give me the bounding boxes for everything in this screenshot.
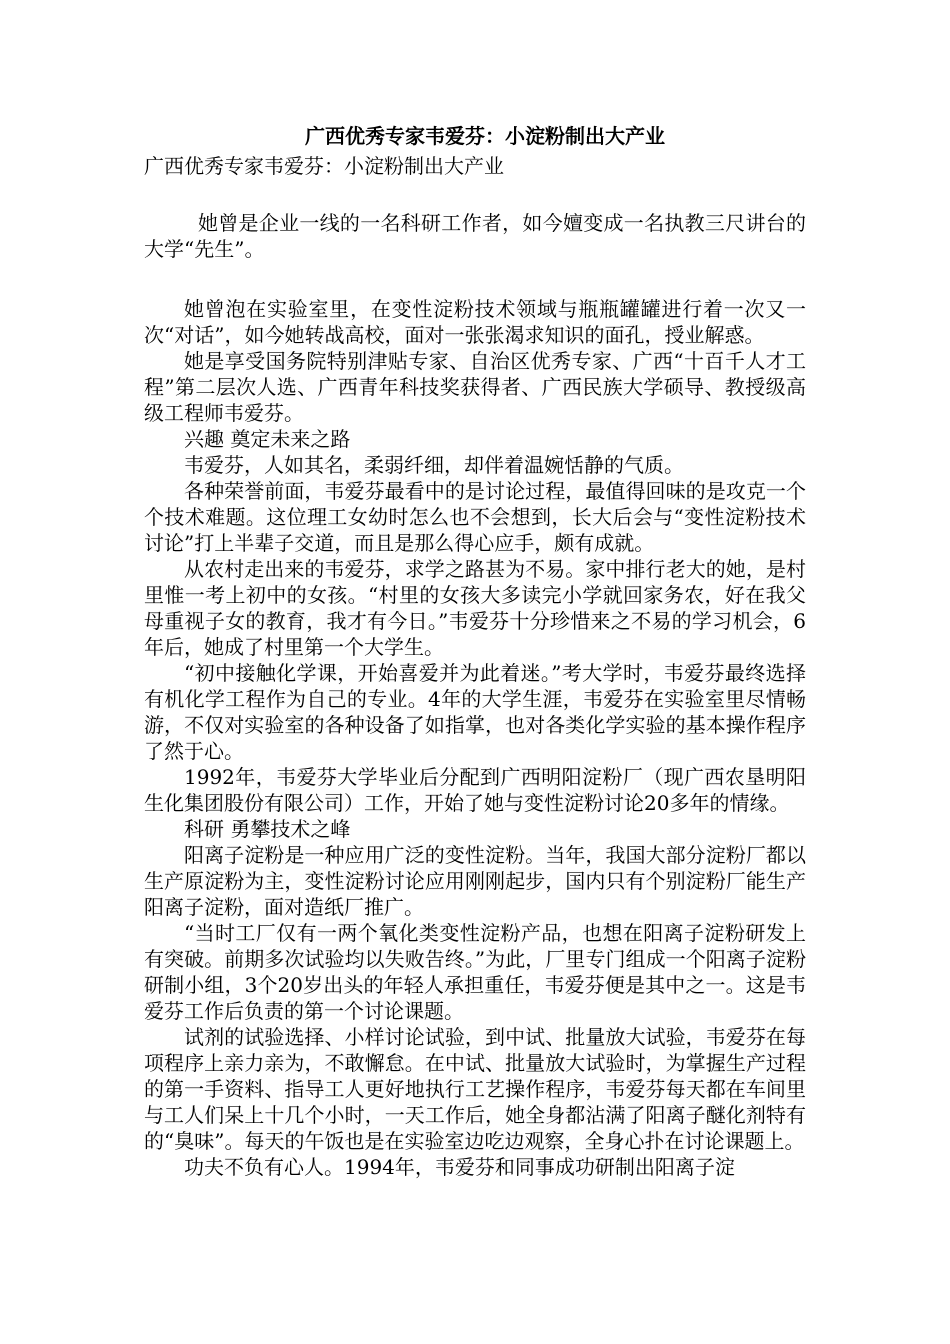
body-paragraph: 试剂的试验选择、小样讨论试验，到中试、批量放大试验，韦爱芬在每项程序上亲力亲为，不敢懈怠。在中试、批量放大试验时，为掌握生产过程的第一手资料、指导工人更好地执行工艺操作程序，韦爱芬每天都在车间里与工人们呆上十几个小时，一天工作后，她全身都沾满了阳离子醚化剂特有的“臭味”。每天的午饭也是在实验室边吃边观察，全身心扑在讨论课题上。	[144, 1025, 806, 1153]
body-paragraph: 阳离子淀粉是一种应用广泛的变性淀粉。当年，我国大部分淀粉厂都以生产原淀粉为主，变性淀粉讨论应用刚刚起步，国内只有个别淀粉厂能生产阳离子淀粉，面对造纸厂推广。	[144, 843, 806, 919]
body-paragraph: 从农村走出来的韦爱芬，求学之路甚为不易。家中排行老大的她，是村里惟一考上初中的女孩。“村里的女孩大多读完小学就回家务农，好在我父母重视子女的教育，我才有今日。”韦爱芬十分珍惜来之不易的学习机会，6年后，她成了村里第一个大学生。	[144, 557, 806, 659]
body-paragraph: “初中接触化学课，开始喜爱并为此着迷。”考大学时，韦爱芬最终选择有机化学工程作为自己的专业。4年的大学生涯，韦爱芬在实验室里尽情畅游，不仅对实验室的各种设备了如指掌，也对各类化学实验的基本操作程序了然于心。	[144, 661, 806, 763]
intro-paragraph: 她曾是企业一线的一名科研工作者，如今嬗变成一名执教三尺讲台的大学“先生”。	[144, 211, 806, 261]
body-paragraph: 1992年，韦爱芬大学毕业后分配到广西明阳淀粉厂（现广西农垦明阳生化集团股份有限公司）工作，开始了她与变性淀粉讨论20多年的情缘。	[144, 765, 806, 815]
body-paragraph: 功夫不负有心人。1994年，韦爱芬和同事成功研制出阳离子淀	[184, 1155, 735, 1179]
body-paragraph: 韦爱芬，人如其名，柔弱纤细，却伴着温婉恬静的气质。	[184, 453, 684, 477]
body-paragraph: “当时工厂仅有一两个氧化类变性淀粉产品，也想在阳离子淀粉研发上有突破。前期多次试验均以失败告终。”为此，厂里专门组成一个阳离子淀粉研制小组，3个20岁出头的年轻人承担重任，韦爱芬便是其中之一。这是韦爱芬工作后负责的第一个讨论课题。	[144, 921, 806, 1023]
body-paragraph: 她是享受国务院特别津贴专家、自治区优秀专家、广西“十百千人才工程”第二层次人选、广西青年科技奖获得者、广西民族大学硕导、教授级高级工程师韦爱芬。	[144, 349, 806, 425]
body-paragraph: 她曾泡在实验室里，在变性淀粉技术领域与瓶瓶罐罐进行着一次又一次“对话”，如今她转战高校，面对一张张渴求知识的面孔，授业解惑。	[144, 297, 806, 347]
document-page	[144, 120, 806, 1180]
document-subtitle: 广西优秀专家韦爱芬：小淀粉制出大产业	[144, 154, 504, 178]
body-paragraph: 各种荣誉前面，韦爱芬最看中的是讨论过程，最值得回味的是攻克一个个技术难题。这位理工女幼时怎么也不会想到，长大后会与“变性淀粉技术讨论”打上半辈子交道，而且是那么得心应手，颇有成就。	[144, 479, 806, 555]
section-heading-research: 科研 勇攀技术之峰	[184, 817, 351, 841]
section-heading-interest: 兴趣 奠定未来之路	[184, 427, 351, 451]
document-title: 广西优秀专家韦爱芬：小淀粉制出大产业	[305, 124, 665, 148]
